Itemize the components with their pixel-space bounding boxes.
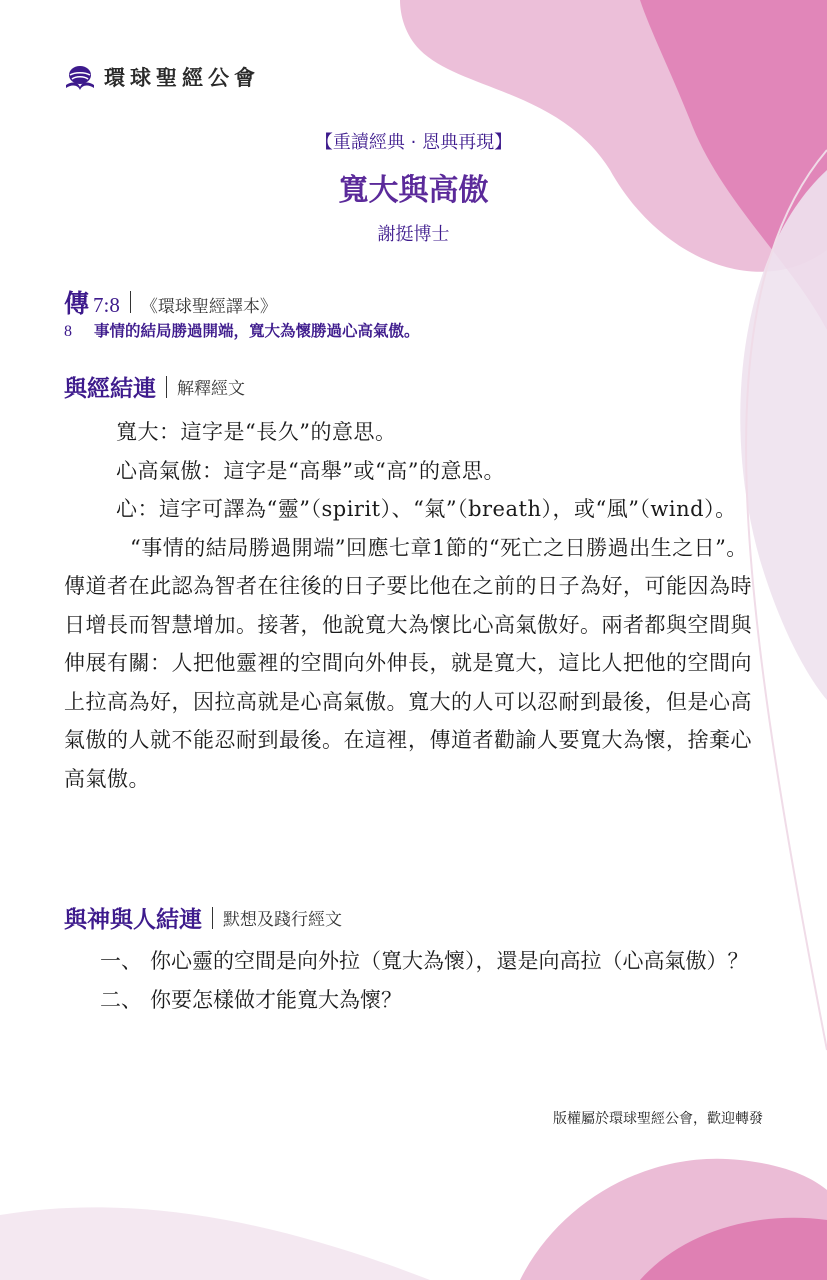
paragraph: 寬大：這字是“長久”的意思。 [116,420,397,444]
section-heading-connect-scripture [64,370,245,403]
explanation-body [64,413,764,798]
divider [130,291,131,313]
section-heading-connect-god-people [64,901,342,934]
section-title: 與經結連 [64,375,156,402]
scripture-book: 傳 [64,289,90,318]
question-text: 你心靈的空間是向外拉（寬大為懷），還是向高拉（心高氣傲）？ [150,949,749,973]
section-subtitle: 默想及踐行經文 [223,910,342,930]
paragraph: “事情的結局勝過開端”回應七章1節的“死亡之日勝過出生之日”。傳道者在此認為智者在往後的日子要比他在之前的日子為好，可能因為時日增長而智慧增加。接著，他說寬大為懷比心高氣傲好。兩者都與空間與伸展有關：人把他靈裡的空間向外伸長，就是寬大，這比人把他的空間向上拉高為好，因拉高就是心高氣傲。寬大的人可以忍耐到最後，但是心高氣傲的人就不能忍耐到最後。在這裡，傳道者勸諭人要寬大為懷，捨棄心高氣傲。 [64,535,752,791]
paragraph: 心：這字可譯為“靈”（spirit）、“氣”（breath），或“風”（wind）。 [116,497,737,521]
bible-society-logo-icon [64,63,96,91]
copyright-notice: 版權屬於環球聖經公會，歡迎轉發 [553,1111,763,1127]
verse-number: 8 [64,323,72,340]
scripture-version: 《環球聖經譯本》 [140,297,277,317]
section-subtitle: 解釋經文 [177,379,245,399]
verse-line [64,319,420,341]
article-title: 寬大與高傲 [338,173,489,208]
question-text: 你要怎樣做才能寬大為懷？ [150,987,402,1012]
article-author: 謝挺博士 [377,224,450,245]
organization-header [64,62,260,92]
question-item [100,942,768,981]
divider [166,376,167,398]
organization-name: 環球聖經公會 [104,66,260,90]
question-item [100,981,768,1020]
question-number: 二、 [100,987,142,1012]
series-label: 【重讀經典 · 恩典再現】 [314,132,513,153]
verse-text: 事情的結局勝過開端，寬大為懷勝過心高氣傲。 [94,321,420,340]
divider [212,907,213,929]
question-number: 一、 [100,949,142,973]
section-title: 與神與人結連 [64,906,202,933]
reflection-questions [100,942,768,1019]
scripture-verse-ref: 7:8 [93,293,120,317]
scripture-reference [64,284,277,320]
paragraph: 心高氣傲：這字是“高舉”或“高”的意思。 [116,458,505,483]
